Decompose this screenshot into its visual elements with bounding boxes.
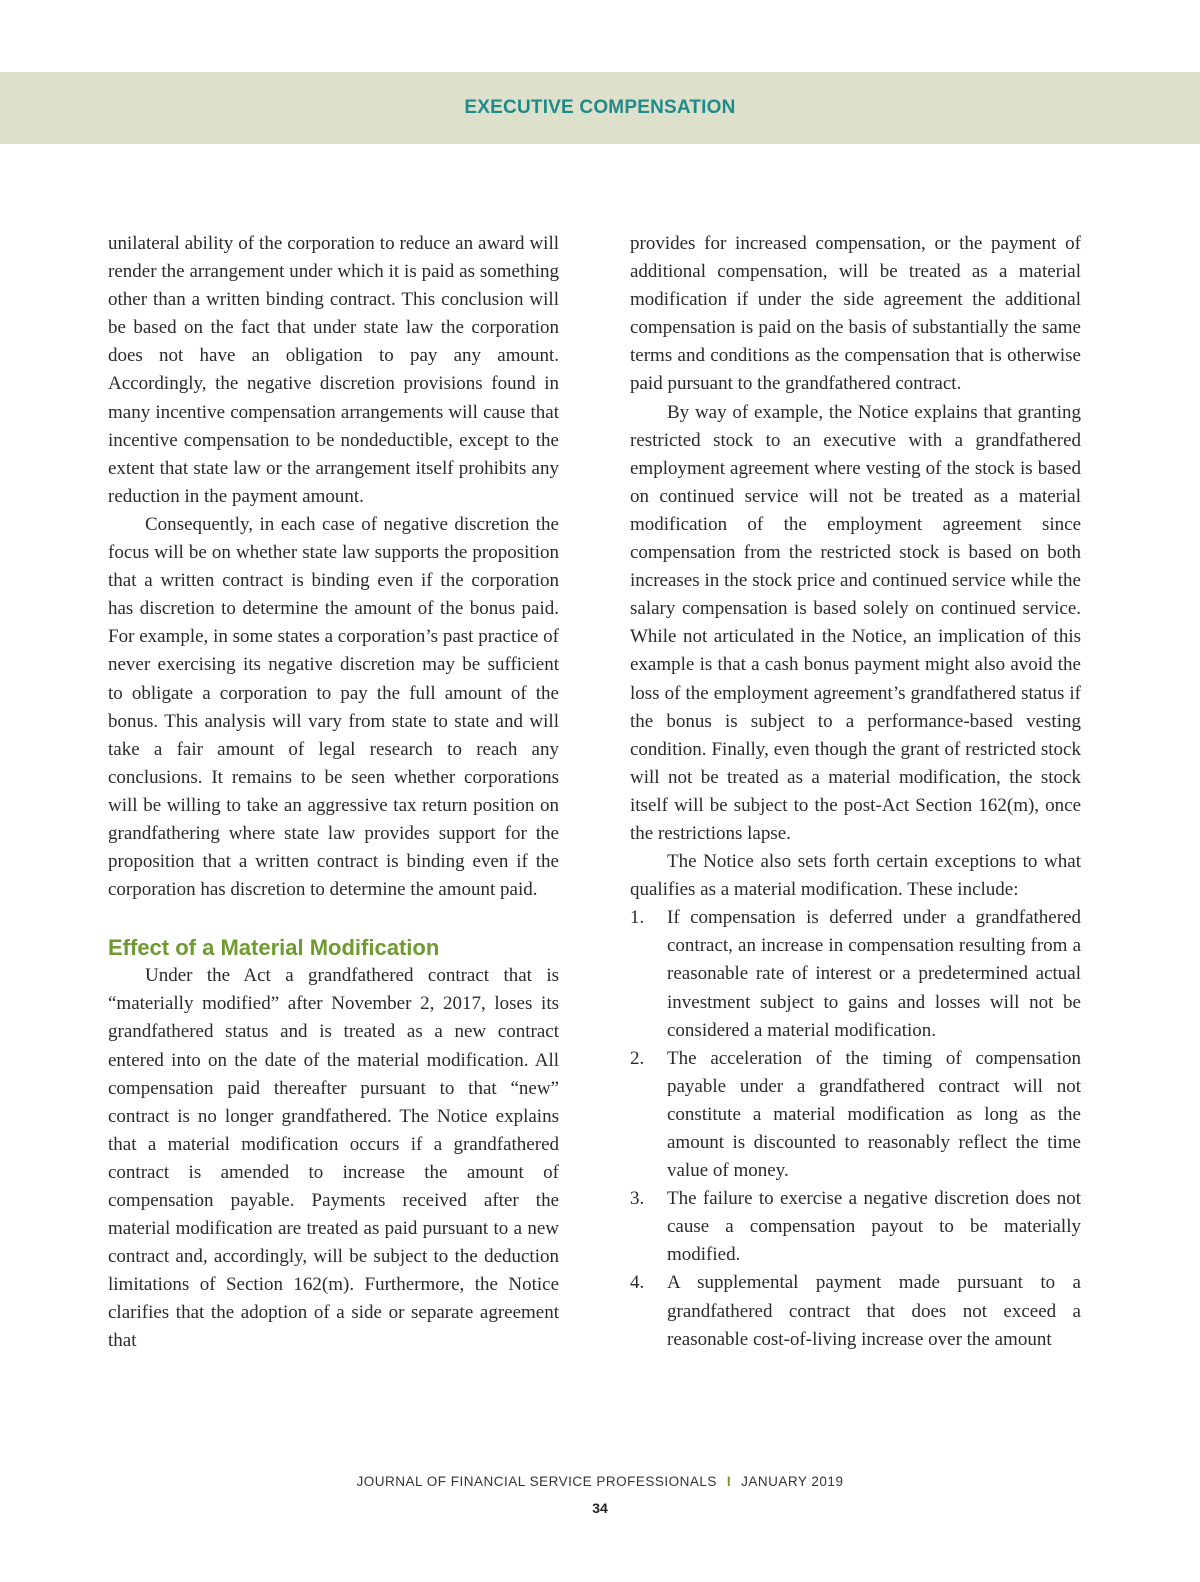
body-paragraph: By way of example, the Notice explains that granting restricted stock to an executive with a grandfathered employment agreement where vesting of the stock is based on continued service will not be treated as a material modification of the employment agreement since compensation from the restricted stock is based on both increases in the stock price and continued service while the salary compensation is based solely on continued service. While not articulated in the Notice, an implication of this example is that a cash bonus payment might also avoid the loss of the employment agreement’s grandfathered status if the bonus is subject to a performance-based vesting condition. Finally, even though the grant of restricted stock will not be treated as a material modification, the stock itself will be subject to the post-Act Section 162(m), once the restrictions lapse. xyxy=(630,401,1081,844)
footer-separator: I xyxy=(726,1474,732,1489)
section-heading: Effect of a Material Modification xyxy=(108,935,440,961)
body-paragraph: Consequently, in each case of negative discretion the focus will be on whether state law supports the proposition that a written contract is binding even if the corporation has discretion to determine the amount of the bonus paid. For example, in some states a corporation’s past practice of never exercising its negative discretion may be sufficient to obligate a corporation to pay the full amount of the bonus. This analysis will vary from state to state and will take a fair amount of legal research to reach any conclusions. It remains to be seen whether corporations will be willing to take an aggressive tax return position on grandfathering where state law provides support for the proposition that a written contract is binding even if the corporation has discretion to determine the amount paid. xyxy=(108,513,559,901)
right-column xyxy=(630,230,1081,1354)
list-item-text: A supplemental payment made pursuant to a grandfathered contract that does not exceed a reasonable cost-of-living increase over the amount xyxy=(667,1272,1081,1350)
journal-name: JOURNAL OF FINANCIAL SERVICE PROFESSIONALS xyxy=(356,1474,717,1489)
list-item-text: If compensation is deferred under a grandfathered contract, an increase in compensation resulting from a reasonable rate of interest or a predetermined actual investment subject to gains and losses will not be considered a material modification. xyxy=(667,907,1081,1041)
list-item-text: The failure to exercise a negative discretion does not cause a compensation payout to be materially modified. xyxy=(667,1188,1081,1266)
section-title: EXECUTIVE COMPENSATION xyxy=(464,97,736,118)
page-number: 34 xyxy=(592,1500,608,1516)
page-footer xyxy=(0,1474,1200,1489)
list-item xyxy=(630,1185,1081,1269)
list-item xyxy=(630,1269,1081,1353)
list-item xyxy=(630,904,1081,1044)
list-number: 1. xyxy=(630,907,645,929)
list-number: 4. xyxy=(630,1272,645,1294)
list-item-text: The acceleration of the timing of compensation payable under a grandfathered contract will not constitute a material modification as long as the amount is discounted to reasonably reflect the time value of money. xyxy=(667,1047,1081,1182)
exceptions-list xyxy=(630,904,1081,1354)
left-column xyxy=(108,230,559,1356)
issue-date: JANUARY 2019 xyxy=(741,1474,844,1489)
list-item xyxy=(630,1045,1081,1185)
list-number: 2. xyxy=(630,1047,645,1069)
body-paragraph: unilateral ability of the corporation to reduce an award will render the arrangement under which it is paid as something other than a written binding contract. This conclusion will be based on the fact that under state law the corporation does not have an obligation to pay any amount. Accordingly, the negative discretion provisions found in many incentive compensation arrangements will cause that incentive compensation to be nondeductible, except to the extent that state law or the arrangement itself prohibits any reduction in the payment amount. xyxy=(108,233,559,507)
body-paragraph: provides for increased compensation, or the payment of additional compensation, will be treated as a material modification if under the side agreement the additional compensation is paid on the basis of substantially the same terms and conditions as the compensation that is otherwise paid pursuant to the grandfathered contract. xyxy=(630,233,1081,395)
list-number: 3. xyxy=(630,1188,645,1210)
header-band xyxy=(0,72,1200,144)
body-paragraph: The Notice also sets forth certain exceptions to what qualifies as a material modification. These include: xyxy=(630,851,1081,901)
body-paragraph: Under the Act a grandfathered contract that is “materially modified” after November 2, 2017, loses its grandfathered status and is treated as a new contract entered into on the date of the material modification. All compensation paid thereafter pursuant to that “new” contract is no longer grandfathered. The Notice explains that a material modification occurs if a grandfathered contract is amended to increase the amount of compensation payable. Payments received after the material modification are treated as paid pursuant to a new contract and, accordingly, will be subject to the deduction limitations of Section 162(m). Furthermore, the Notice clarifies that the adoption of a side or separate agreement that xyxy=(108,965,559,1352)
